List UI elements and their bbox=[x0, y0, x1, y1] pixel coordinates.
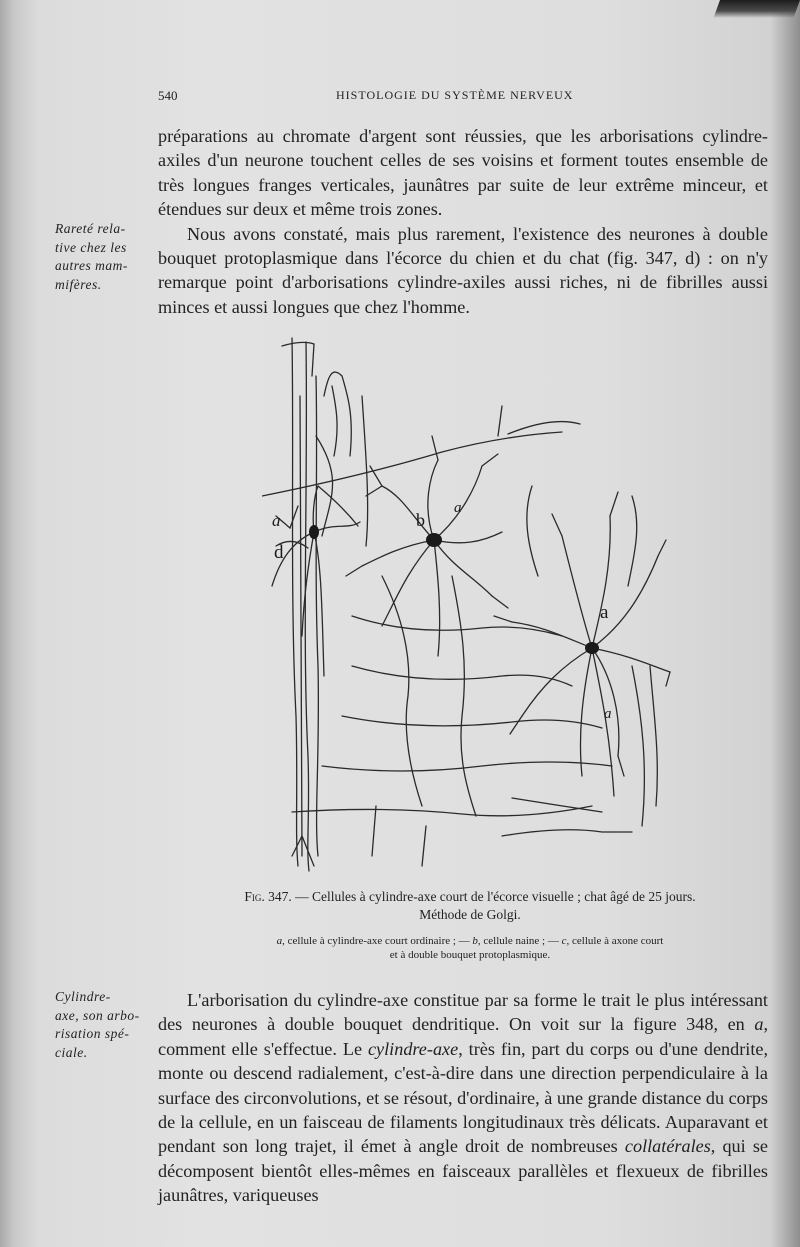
text-run: , comment elle s'effectue. Le bbox=[158, 1014, 768, 1059]
bottom-text-block bbox=[158, 988, 768, 1208]
paragraph-second: Nous avons constaté, mais plus rarement, l'existence des neurones à double bouquet protoplasmique dans l'écorce du chien et du chat (fig. 347, d) : on n'y remarque point d'arborisations cylindre-axiles aussi riches, ni de fibrilles aussi minces et aussi longues que chez l'homme. bbox=[158, 223, 768, 317]
legend-text-b: , cellule naine ; — bbox=[477, 935, 562, 947]
page-header bbox=[158, 88, 760, 108]
margin-note-line: ciale. bbox=[55, 1044, 88, 1060]
margin-note-rarete bbox=[55, 220, 145, 294]
running-title: HISTOLOGIE DU SYSTÈME NERVEUX bbox=[336, 88, 574, 102]
legend-text-c: , cellule à axone court bbox=[566, 935, 664, 947]
text-run: L'arborisation du cylindre-axe constitue par sa forme le trait le plus intéressant des neurones à double bouquet dendritique. On voit sur la figure 348, en bbox=[158, 990, 768, 1035]
margin-note-line: Cylindre- bbox=[55, 989, 111, 1004]
margin-note-line: autres mam- bbox=[55, 258, 128, 273]
legend-key-b: b bbox=[472, 935, 478, 947]
margin-note-line: mifères. bbox=[55, 276, 102, 292]
caption-line1: Cellules à cylindre-axe court de l'écorce visuelle ; chat âgé de 25 jours. bbox=[311, 889, 696, 904]
legend-key-a: a bbox=[276, 935, 283, 947]
neuron-illustration bbox=[262, 336, 672, 872]
caption-line2: Méthode de Golgi. bbox=[419, 907, 521, 922]
label-a-italic-right: a bbox=[604, 706, 612, 722]
figure-347-drawing bbox=[262, 336, 672, 872]
figure-caption bbox=[180, 888, 760, 962]
label-b: b bbox=[416, 510, 425, 530]
caption-fig-label: Fig. 347. bbox=[244, 889, 292, 904]
scan-corner-shadow bbox=[713, 0, 800, 18]
margin-note-line: risation spé- bbox=[55, 1026, 130, 1041]
emphasis-collaterales: collatérales bbox=[624, 1136, 711, 1157]
legend-key-c: c bbox=[561, 935, 567, 947]
label-a-italic-top: a bbox=[454, 500, 462, 516]
text-run: , très fin, part du corps ou d'une dendrite, monte ou descend radialement, c'est-à-dire dans une direction perpendiculaire à la surface des circonvolutions, et se résout, d'ordinaire, à une grande distance du corps de la cellule, en un faisceau de filaments longitudinaux très délicats. Auparavant et pendant son long trajet, il émet à angle droit de nombreuses bbox=[158, 1038, 768, 1157]
legend-line2: et à double bouquet protoplasmique. bbox=[389, 949, 551, 961]
label-d: d bbox=[274, 542, 284, 563]
emphasis-a: a bbox=[754, 1014, 764, 1035]
margin-note-line: Rareté rela- bbox=[55, 221, 126, 236]
paragraph-continuation: préparations au chromate d'argent sont réussies, que les arborisations cylindre-axiles d'un neurone touchent celles de ses voisins et forment toutes ensemble de très longues franges verticales, jaunâtres par suite de leur extrême minceur, et étendues sur deux et même trois zones. bbox=[158, 126, 768, 220]
emphasis-cylindre-axe: cylindre-axe bbox=[367, 1038, 459, 1059]
paragraph-arborisation bbox=[158, 988, 768, 1208]
caption-legend bbox=[180, 934, 760, 962]
label-a: a bbox=[600, 602, 609, 623]
caption-dash: — bbox=[291, 889, 312, 904]
margin-note-cylindre-axe bbox=[55, 988, 145, 1062]
caption-main bbox=[180, 888, 760, 924]
margin-note-line: axe, son arbo- bbox=[55, 1007, 140, 1023]
label-a-italic-left: a bbox=[272, 511, 281, 530]
margin-note-line: tive chez les bbox=[55, 239, 127, 255]
text-run: , qui se décomposent bientôt elles-mêmes en faisceaux parallèles et flexueux de fibrilles jaunâtres, variqueuses bbox=[158, 1136, 768, 1206]
page-number: 540 bbox=[158, 88, 178, 103]
legend-text-a: , cellule à cylindre-axe court ordinaire ; — bbox=[282, 935, 473, 947]
top-text-block bbox=[158, 124, 768, 319]
